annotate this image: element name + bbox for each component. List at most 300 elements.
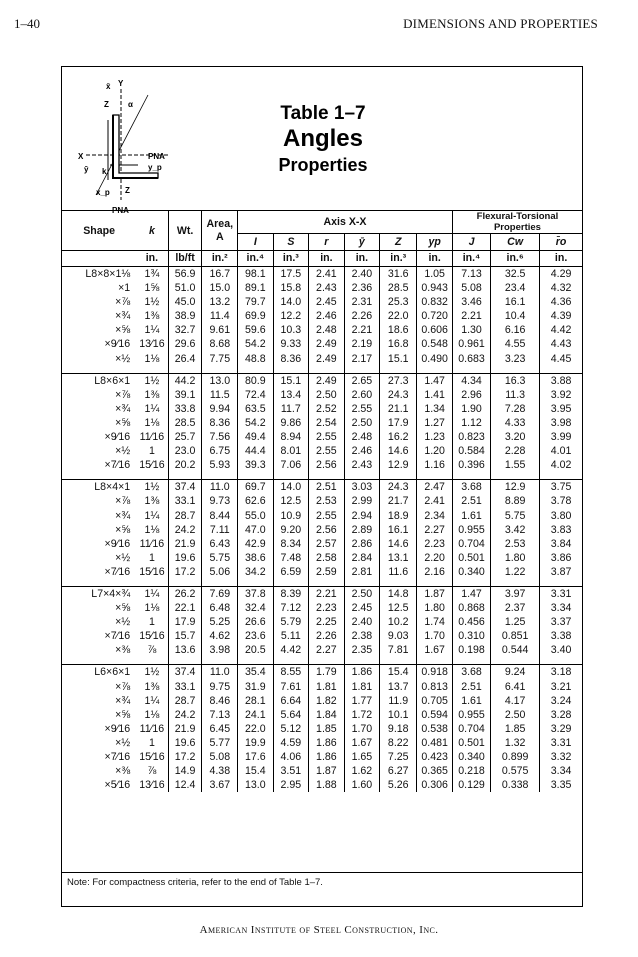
value-cell: 2.21: [309, 586, 345, 601]
shape-cell: ×⅝: [115, 523, 131, 536]
value-cell: 5.79: [273, 615, 309, 629]
value-cell: 1.72: [344, 708, 380, 722]
value-cell: 14.9: [168, 764, 202, 778]
value-cell: 1⅜: [144, 495, 160, 508]
value-cell: 24.2: [168, 708, 202, 722]
shape-cell: ×⅞: [115, 296, 131, 309]
value-cell: 1.47: [417, 373, 453, 388]
diagram-label-x: X: [78, 152, 84, 161]
value-cell: 9.73: [202, 494, 238, 508]
table-number: Table 1–7: [280, 103, 366, 124]
value-cell: 1⅛: [144, 602, 160, 615]
value-cell: 2.49: [309, 373, 345, 388]
col-shape: Shape: [83, 224, 115, 237]
col-wt: Wt.: [168, 211, 202, 251]
value-cell: 54.2: [238, 337, 274, 351]
col-k: k: [148, 224, 155, 237]
diagram-label-k: k: [102, 167, 107, 176]
value-cell: 15⁄16: [139, 459, 165, 472]
value-cell: 1⅛: [144, 416, 160, 429]
value-cell: 0.456: [452, 615, 490, 629]
value-cell: 16.1: [380, 523, 417, 537]
col-ybar: ȳ: [344, 234, 380, 251]
value-cell: 80.9: [238, 373, 274, 388]
value-cell: 2.58: [309, 551, 345, 565]
value-cell: 19.6: [168, 736, 202, 750]
value-cell: 7.12: [273, 601, 309, 615]
value-cell: 9.86: [273, 416, 309, 430]
value-cell: 8.36: [202, 416, 238, 430]
col-J: J: [452, 234, 490, 251]
table-row: [62, 601, 582, 615]
value-cell: 1.79: [309, 665, 345, 680]
unit-wt: lb/ft: [168, 251, 202, 267]
value-cell: 8.01: [273, 444, 309, 458]
value-cell: 8.46: [202, 694, 238, 708]
value-cell: 2.45: [344, 601, 380, 615]
value-cell: 2.50: [491, 708, 540, 722]
shape-cell: ×7⁄16: [104, 630, 131, 643]
value-cell: 2.84: [344, 551, 380, 565]
value-cell: 31.9: [238, 680, 274, 694]
value-cell: 0.423: [417, 750, 453, 764]
value-cell: 13.1: [380, 551, 417, 565]
value-cell: 0.501: [452, 551, 490, 565]
table-row: [62, 458, 582, 472]
value-cell: 15.1: [380, 352, 417, 366]
value-cell: 11⁄16: [139, 431, 165, 444]
value-cell: 2.60: [344, 388, 380, 402]
value-cell: 4.62: [202, 629, 238, 643]
value-cell: 0.813: [417, 680, 453, 694]
value-cell: 3.34: [540, 764, 582, 778]
value-cell: 1: [148, 736, 155, 749]
value-cell: 1½: [136, 480, 168, 495]
value-cell: 0.575: [491, 764, 540, 778]
value-cell: 6.45: [202, 722, 238, 736]
value-cell: 7.75: [202, 352, 238, 366]
value-cell: 11.0: [202, 480, 238, 495]
value-cell: 2.19: [344, 337, 380, 351]
value-cell: 7.25: [380, 750, 417, 764]
value-cell: 2.23: [309, 601, 345, 615]
diagram-label-y: Y: [118, 79, 124, 88]
value-cell: 9.75: [202, 680, 238, 694]
value-cell: 5.75: [491, 509, 540, 523]
shape-cell: ×⅞: [115, 680, 131, 693]
value-cell: 9.20: [273, 523, 309, 537]
value-cell: 12.9: [491, 480, 540, 495]
value-cell: 2.36: [344, 281, 380, 295]
value-cell: 1¼: [144, 402, 160, 415]
value-cell: 8.34: [273, 537, 309, 551]
value-cell: 21.1: [380, 402, 417, 416]
shape-cell: L8×4×1: [62, 480, 136, 495]
value-cell: 13.0: [238, 778, 274, 792]
value-cell: 3.98: [202, 643, 238, 657]
value-cell: 1.70: [417, 629, 453, 643]
col-Cw: Cw: [491, 234, 540, 251]
value-cell: 3.34: [540, 601, 582, 615]
axis-xx-header: Axis X-X: [238, 211, 453, 234]
value-cell: 1¼: [136, 586, 168, 601]
value-cell: 4.01: [540, 444, 582, 458]
value-cell: 1.34: [417, 402, 453, 416]
table-subtitle: Properties: [278, 155, 368, 175]
value-cell: 1.86: [309, 736, 345, 750]
value-cell: 2.53: [491, 537, 540, 551]
value-cell: 5.08: [452, 281, 490, 295]
value-cell: 18.9: [380, 509, 417, 523]
value-cell: 1.80: [491, 551, 540, 565]
value-cell: 17.2: [168, 750, 202, 764]
value-cell: 22.0: [238, 722, 274, 736]
value-cell: 23.6: [238, 629, 274, 643]
shape-cell: ×9⁄16: [104, 338, 131, 351]
diagram-label-z-top: Z: [104, 100, 109, 109]
table-row: [62, 615, 582, 629]
value-cell: 5.08: [202, 750, 238, 764]
value-cell: 3.88: [540, 373, 582, 388]
group-spacer: [62, 657, 582, 665]
value-cell: 63.5: [238, 402, 274, 416]
value-cell: 1.12: [452, 416, 490, 430]
value-cell: 4.42: [273, 643, 309, 657]
value-cell: 4.59: [273, 736, 309, 750]
value-cell: 23.4: [491, 281, 540, 295]
value-cell: 3.98: [540, 416, 582, 430]
value-cell: 8.89: [491, 494, 540, 508]
value-cell: 13.2: [202, 295, 238, 309]
value-cell: 39.1: [168, 388, 202, 402]
table-frame: [61, 66, 583, 907]
shape-cell: ×¾: [115, 694, 131, 707]
value-cell: 10.4: [491, 309, 540, 323]
value-cell: 7.56: [202, 430, 238, 444]
value-cell: 3.31: [540, 586, 582, 601]
value-cell: 0.490: [417, 352, 453, 366]
value-cell: 3.51: [273, 764, 309, 778]
value-cell: 11.0: [202, 665, 238, 680]
value-cell: 0.832: [417, 295, 453, 309]
value-cell: 2.86: [344, 537, 380, 551]
value-cell: 49.4: [238, 430, 274, 444]
value-cell: 3.84: [540, 537, 582, 551]
table-row: [62, 494, 582, 508]
shape-cell: ×½: [115, 352, 131, 365]
value-cell: 16.1: [491, 295, 540, 309]
value-cell: 22.1: [168, 601, 202, 615]
value-cell: 1.85: [309, 722, 345, 736]
value-cell: 13⁄16: [139, 338, 165, 351]
value-cell: 8.22: [380, 736, 417, 750]
value-cell: 1.81: [309, 680, 345, 694]
table-row: [62, 337, 582, 351]
value-cell: 3.92: [540, 388, 582, 402]
value-cell: 3.37: [540, 615, 582, 629]
value-cell: 3.86: [540, 551, 582, 565]
value-cell: 39.3: [238, 458, 274, 472]
value-cell: 8.36: [273, 352, 309, 366]
table-row: [62, 509, 582, 523]
value-cell: 2.38: [344, 629, 380, 643]
value-cell: 3.29: [540, 722, 582, 736]
value-cell: 2.96: [452, 388, 490, 402]
value-cell: 2.46: [344, 444, 380, 458]
unit-ro: in.: [540, 251, 582, 267]
value-cell: 11.9: [380, 694, 417, 708]
value-cell: 3.03: [344, 480, 380, 495]
table-row: [62, 722, 582, 736]
value-cell: 54.2: [238, 416, 274, 430]
value-cell: 6.16: [491, 323, 540, 337]
diagram-label-z-bottom: Z: [125, 186, 130, 195]
value-cell: 17.5: [273, 267, 309, 282]
value-cell: 1: [148, 445, 155, 458]
value-cell: 3.83: [540, 523, 582, 537]
value-cell: 8.55: [273, 665, 309, 680]
value-cell: 4.34: [452, 373, 490, 388]
value-cell: 72.4: [238, 388, 274, 402]
value-cell: 79.7: [238, 295, 274, 309]
value-cell: 7.28: [491, 402, 540, 416]
value-cell: 6.43: [202, 537, 238, 551]
value-cell: 69.7: [238, 480, 274, 495]
shape-cell: ×¾: [115, 310, 131, 323]
value-cell: 3.68: [452, 665, 490, 680]
value-cell: 17.2: [168, 565, 202, 579]
value-cell: 2.81: [344, 565, 380, 579]
shape-cell: ×½: [115, 736, 131, 749]
value-cell: 12.9: [380, 458, 417, 472]
value-cell: 1⅛: [144, 708, 160, 721]
value-cell: 1.55: [491, 458, 540, 472]
value-cell: 14.6: [380, 444, 417, 458]
page-footer: American Institute of Steel Construction, Inc.: [199, 924, 439, 936]
value-cell: 11.6: [380, 565, 417, 579]
diagram-label-pna-bottom: PNA: [112, 206, 129, 215]
shape-cell: ×¾: [115, 402, 131, 415]
value-cell: 0.868: [452, 601, 490, 615]
unit-r: in.: [309, 251, 345, 267]
unit-k: in.: [136, 251, 168, 267]
value-cell: 2.59: [309, 565, 345, 579]
value-cell: 1.60: [344, 778, 380, 792]
value-cell: 1.05: [417, 267, 453, 282]
table-note: Note: For compactness criteria, refer to the end of Table 1–7.: [62, 872, 582, 892]
value-cell: 28.1: [238, 694, 274, 708]
value-cell: 2.49: [309, 337, 345, 351]
unit-J: in.⁴: [452, 251, 490, 267]
value-cell: 0.338: [491, 778, 540, 792]
table-row: [62, 708, 582, 722]
value-cell: 56.9: [168, 267, 202, 282]
value-cell: 19.6: [168, 551, 202, 565]
value-cell: 15.8: [273, 281, 309, 295]
value-cell: 2.55: [309, 444, 345, 458]
table-row: [62, 778, 582, 792]
unit-Z: in.³: [380, 251, 417, 267]
value-cell: 0.594: [417, 708, 453, 722]
value-cell: 51.0: [168, 281, 202, 295]
value-cell: 28.7: [168, 509, 202, 523]
value-cell: 5.25: [202, 615, 238, 629]
value-cell: 38.6: [238, 551, 274, 565]
value-cell: 3.42: [491, 523, 540, 537]
value-cell: 3.40: [540, 643, 582, 657]
value-cell: 13⁄16: [139, 779, 165, 792]
value-cell: 48.8: [238, 352, 274, 366]
value-cell: 1.70: [344, 722, 380, 736]
value-cell: 0.340: [452, 565, 490, 579]
col-Z: Z: [380, 234, 417, 251]
shape-cell: ×7⁄16: [104, 459, 131, 472]
value-cell: 8.94: [273, 430, 309, 444]
value-cell: 7.61: [273, 680, 309, 694]
value-cell: 16.7: [202, 267, 238, 282]
value-cell: 4.39: [540, 309, 582, 323]
value-cell: 34.2: [238, 565, 274, 579]
value-cell: 2.40: [344, 267, 380, 282]
value-cell: 3.80: [540, 509, 582, 523]
value-cell: 2.27: [309, 643, 345, 657]
value-cell: 69.9: [238, 309, 274, 323]
value-cell: 2.23: [417, 537, 453, 551]
value-cell: 1⅜: [144, 310, 160, 323]
value-cell: 0.396: [452, 458, 490, 472]
value-cell: 3.32: [540, 750, 582, 764]
value-cell: 47.0: [238, 523, 274, 537]
page-number: 1–40: [14, 16, 40, 31]
value-cell: 5.11: [273, 629, 309, 643]
value-cell: 0.501: [452, 736, 490, 750]
value-cell: 1¼: [144, 509, 160, 522]
unit-yp: in.: [417, 251, 453, 267]
value-cell: 7.06: [273, 458, 309, 472]
value-cell: 20.5: [238, 643, 274, 657]
shape-cell: ×⅝: [115, 708, 131, 721]
value-cell: 3.68: [452, 480, 490, 495]
value-cell: 2.50: [309, 388, 345, 402]
value-cell: 2.41: [309, 267, 345, 282]
value-cell: 26.4: [168, 352, 202, 366]
value-cell: 3.35: [540, 778, 582, 792]
col-ro: r̄o: [540, 234, 582, 251]
value-cell: 1½: [136, 373, 168, 388]
value-cell: 2.47: [417, 480, 453, 495]
value-cell: 2.43: [309, 281, 345, 295]
value-cell: 1.74: [417, 615, 453, 629]
value-cell: 59.6: [238, 323, 274, 337]
value-cell: 1.82: [309, 694, 345, 708]
value-cell: 12.5: [380, 601, 417, 615]
value-cell: 7.48: [273, 551, 309, 565]
value-cell: 16.8: [380, 337, 417, 351]
value-cell: 0.705: [417, 694, 453, 708]
value-cell: 1.67: [344, 736, 380, 750]
value-cell: 0.823: [452, 430, 490, 444]
value-cell: 2.94: [344, 509, 380, 523]
value-cell: 0.918: [417, 665, 453, 680]
value-cell: 14.6: [380, 537, 417, 551]
value-cell: 1: [148, 616, 155, 629]
table-row: [62, 416, 582, 430]
table-row: [62, 629, 582, 643]
value-cell: 3.21: [540, 680, 582, 694]
shape-cell: ×½: [115, 616, 131, 629]
value-cell: 32.5: [491, 267, 540, 282]
value-cell: 1.61: [452, 509, 490, 523]
value-cell: 0.129: [452, 778, 490, 792]
diagram-label-alpha: α: [128, 100, 133, 109]
value-cell: 1.32: [491, 736, 540, 750]
shape-cell: L8×6×1: [62, 373, 136, 388]
table-row: [62, 309, 582, 323]
value-cell: 98.1: [238, 267, 274, 282]
value-cell: 24.3: [380, 480, 417, 495]
value-cell: 4.45: [540, 352, 582, 366]
value-cell: 0.198: [452, 643, 490, 657]
value-cell: 0.584: [452, 444, 490, 458]
value-cell: 10.1: [380, 708, 417, 722]
value-cell: 44.2: [168, 373, 202, 388]
value-cell: 2.55: [309, 430, 345, 444]
shape-cell: ×9⁄16: [104, 722, 131, 735]
value-cell: 0.704: [452, 537, 490, 551]
value-cell: 0.961: [452, 337, 490, 351]
value-cell: 28.5: [168, 416, 202, 430]
value-cell: 1⅛: [144, 523, 160, 536]
col-yp: yp: [417, 234, 453, 251]
value-cell: 44.4: [238, 444, 274, 458]
value-cell: 5.64: [273, 708, 309, 722]
value-cell: 3.78: [540, 494, 582, 508]
value-cell: 1¾: [144, 268, 160, 280]
value-cell: 1¼: [144, 694, 160, 707]
units-row: [62, 251, 582, 267]
col-I: I: [238, 234, 274, 251]
value-cell: 1.25: [491, 615, 540, 629]
value-cell: 6.59: [273, 565, 309, 579]
value-cell: 15.1: [273, 373, 309, 388]
value-cell: 1.81: [344, 680, 380, 694]
value-cell: 0.955: [452, 708, 490, 722]
value-cell: 4.55: [491, 337, 540, 351]
value-cell: 17.6: [238, 750, 274, 764]
value-cell: 15.4: [238, 764, 274, 778]
value-cell: 15.4: [380, 665, 417, 680]
value-cell: 2.41: [417, 494, 453, 508]
value-cell: 0.899: [491, 750, 540, 764]
table-row: [62, 267, 582, 282]
value-cell: 45.0: [168, 295, 202, 309]
value-cell: 4.32: [540, 281, 582, 295]
value-cell: 1⅛: [144, 352, 160, 365]
value-cell: 25.7: [168, 430, 202, 444]
value-cell: 24.2: [168, 523, 202, 537]
table-row: [62, 402, 582, 416]
value-cell: 2.27: [417, 523, 453, 537]
value-cell: 0.340: [452, 750, 490, 764]
value-cell: 4.06: [273, 750, 309, 764]
value-cell: 37.4: [168, 480, 202, 495]
value-cell: 4.36: [540, 295, 582, 309]
value-cell: 3.38: [540, 629, 582, 643]
value-cell: 15.7: [168, 629, 202, 643]
value-cell: 1.90: [452, 402, 490, 416]
value-cell: 5.77: [202, 736, 238, 750]
table-row: [62, 643, 582, 657]
